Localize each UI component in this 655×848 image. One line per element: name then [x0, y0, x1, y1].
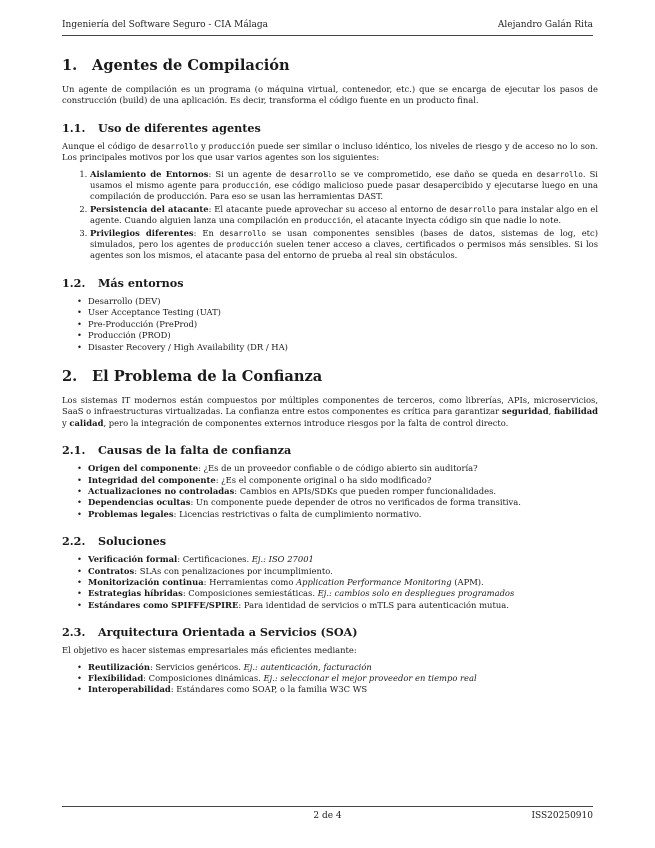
- code-term: producción: [226, 240, 274, 250]
- example-text: Ej.: cambios solo en despliegues programados: [317, 588, 515, 599]
- bullet-list: [62, 554, 598, 611]
- text-run: : Certificaciones.: [177, 554, 252, 565]
- item-label: Integridad del componente: [88, 474, 216, 485]
- subsection-number: 1.1.: [62, 120, 86, 135]
- subsection-heading: [62, 276, 598, 290]
- page-content: [62, 56, 598, 696]
- page-number: 2 de 4: [313, 811, 342, 821]
- list-item: • Disaster Recovery / High Availability (DR / HA): [88, 342, 598, 353]
- subsection-heading: [62, 121, 598, 135]
- item-label: Interoperabilidad: [88, 684, 171, 695]
- code-term: producción: [304, 216, 351, 226]
- code-term: producción: [208, 141, 255, 151]
- text-run: Aunque el código de: [62, 140, 152, 151]
- bullet-list: [62, 463, 598, 520]
- list-item: [90, 228, 598, 262]
- subsection-number: 2.1.: [62, 443, 86, 458]
- text-run: : Para identidad de servicios o mTLS para autenticación mutua.: [238, 599, 509, 610]
- paragraph: Un agente de compilación es un programa (o máquina virtual, contenedor, etc.) que se encarga de ejecutar los pasos de construcción (build) de una aplicación. Es decir, transforma el código fuente en un producto final.: [62, 84, 598, 106]
- item-label: Origen del componente: [88, 463, 199, 474]
- text-run: puede ser similar o incluso idéntico, los niveles de riesgo y de acceso no lo son. Los principales motivos por los que usar varios agentes son los siguientes:: [62, 140, 599, 163]
- list-item: [90, 204, 598, 227]
- example-text: Application Performance Monitoring: [296, 576, 452, 587]
- list-item: [88, 475, 598, 486]
- text-run: Los sistemas IT modernos están compuestos por múltiples componentes de terceros, como librerías, APIs, microservicios, SaaS o infraestructuras virtualizadas. La confianza entre estos componentes es crítica para garantizar: [62, 394, 598, 417]
- item-label: Problemas legales: [88, 508, 174, 519]
- list-item: [88, 463, 598, 474]
- text-run: para instalar algo en el agente. Cuando alguien lanza una compilación en: [90, 203, 599, 226]
- subsection-title: Causas de la falta de confianza: [98, 443, 292, 458]
- subsection-title: Más entornos: [98, 275, 184, 290]
- list-item: [88, 497, 598, 508]
- text-run: : Estándares como SOAP, o la familia W3C WS: [170, 684, 368, 695]
- text-run: : Composiciones dinámicas.: [143, 673, 264, 683]
- running-header: [62, 20, 593, 30]
- numbered-list: [62, 169, 598, 262]
- paragraph: El objetivo es hacer sistemas empresariales más eficientes mediante:: [62, 645, 357, 656]
- text-run: : Licencias restrictivas o falta de cumplimiento normativo.: [173, 508, 422, 519]
- list-item: [88, 600, 598, 611]
- list-item: • Pre-Producción (PreProd): [88, 319, 598, 330]
- text-run: : Composiciones semiestáticas.: [182, 588, 318, 599]
- code-term: desarrollo: [449, 204, 496, 214]
- subsection-heading: [62, 534, 598, 548]
- section-heading: [62, 367, 598, 387]
- code-term: desarrollo: [219, 228, 267, 238]
- text-run: : Herramientas como: [203, 576, 297, 587]
- item-label: Privilegios diferentes: [90, 227, 194, 238]
- item-label: Dependencias ocultas: [88, 497, 191, 508]
- paragraph: [62, 395, 598, 429]
- example-text: Ej.: ISO 27001: [251, 554, 314, 565]
- section-heading: [62, 56, 598, 76]
- list-item: • Producción (PROD): [88, 330, 598, 341]
- text-run: y: [62, 417, 70, 428]
- bold-term: calidad: [69, 417, 104, 428]
- item-label: Flexibilidad: [88, 673, 144, 683]
- text-run: suelen tener acceso a claves, certificados o permisos más sensibles. Si los agentes son los mismos, el atacante pasa del entorno de prueba al real sin obstáculos.: [90, 239, 598, 261]
- text-run: : En: [193, 227, 220, 238]
- list-item: [88, 684, 598, 695]
- text-run: , el atacante inyecta código sin que nadie lo note.: [350, 215, 562, 226]
- text-run: (APM).: [451, 576, 484, 587]
- subsection-title: Arquitectura Orientada a Servicios (SOA): [98, 625, 358, 640]
- subsection-number: 1.2.: [62, 275, 86, 290]
- text-run: : El atacante puede aprovechar su acceso al entorno de: [208, 203, 450, 214]
- item-label: Aislamiento de Entornos: [90, 168, 209, 179]
- text-run: y: [198, 140, 209, 151]
- list-item: [88, 509, 598, 520]
- header-left: Ingeniería del Software Seguro - CIA Málaga: [62, 20, 269, 30]
- item-label: Estándares como SPIFFE/SPIRE: [88, 599, 239, 610]
- text-run: : Servicios genéricos.: [149, 661, 244, 672]
- code-term: producción: [222, 181, 269, 191]
- list-item: [88, 673, 598, 684]
- subsection-number: 2.3.: [62, 625, 86, 640]
- code-term: desarrollo: [290, 169, 337, 179]
- text-run: , ese código malicioso puede pasar desapercibido y ejecutarse luego en una compilación de producción. Para eso se usan las herramientas DAST.: [90, 180, 598, 202]
- list-item: [88, 486, 598, 497]
- list-item: • Desarrollo (DEV): [88, 296, 598, 307]
- paragraph: [62, 141, 598, 164]
- subsection-title: Soluciones: [98, 534, 166, 549]
- example-text: Ej.: autenticación, facturación: [243, 661, 372, 672]
- section-number: 1.: [62, 57, 78, 74]
- section-title: Agentes de Compilación: [92, 57, 290, 74]
- list-item: [88, 662, 598, 673]
- text-run: . Si usamos el mismo agente para: [90, 168, 598, 191]
- bold-term: fiabilidad: [553, 406, 599, 417]
- text-run: ,: [548, 406, 554, 417]
- text-run: : ¿Es el componente original o ha sido modificado?: [215, 474, 432, 485]
- list-item: [88, 566, 598, 577]
- document-code: ISS20250910: [531, 811, 593, 821]
- subsection-title: Uso de diferentes agentes: [98, 120, 261, 135]
- code-term: desarrollo: [151, 141, 199, 151]
- list-item: • User Acceptance Testing (UAT): [88, 307, 598, 318]
- text-run: se ve comprometido, ese daño se queda en: [336, 168, 537, 179]
- subsection-number: 2.2.: [62, 534, 86, 549]
- code-term: desarrollo: [536, 169, 583, 179]
- item-label: Monitorización continua: [88, 576, 204, 587]
- text-run: : SLAs con penalizaciones por incumplimiento.: [134, 565, 333, 576]
- section-number: 2.: [62, 367, 78, 385]
- text-run: : Cambios en APIs/SDKs que pueden romper funcionalidades.: [234, 485, 497, 496]
- bullet-list: [62, 662, 598, 696]
- list-item: [88, 588, 598, 599]
- item-label: Verificación formal: [88, 554, 178, 565]
- subsection-heading: [62, 625, 598, 639]
- header-right: Alejandro Galán Rita: [497, 20, 593, 30]
- text-run: : Si un agente de: [208, 168, 291, 179]
- header-rule: [62, 35, 593, 36]
- text-run: : ¿Es de un proveedor confiable o de código abierto sin auditoría?: [198, 463, 478, 474]
- item-label: Actualizaciones no controladas: [88, 485, 235, 496]
- item-label: Persistencia del atacante: [90, 203, 209, 214]
- item-label: Estrategias híbridas: [88, 588, 183, 599]
- text-run: : Un componente puede depender de otros no verificados de forma transitiva.: [190, 497, 521, 508]
- list-item: [90, 169, 598, 203]
- bullet-list: [62, 296, 598, 353]
- footer-rule: [62, 806, 593, 807]
- subsection-heading: [62, 443, 598, 457]
- text-run: se usan componentes sensibles (bases de datos, sistemas de log, etc) simulados, pero los agentes de: [90, 227, 598, 250]
- bold-term: seguridad: [501, 406, 549, 417]
- item-label: Contratos: [88, 565, 135, 576]
- example-text: Ej.: seleccionar el mejor proveedor en tiempo real: [263, 673, 477, 683]
- list-item: [88, 554, 598, 565]
- list-item: [88, 577, 598, 588]
- text-run: , pero la integración de componentes externos introduce riesgos por la falta de control directo.: [103, 417, 509, 428]
- item-label: Reutilización: [88, 661, 150, 672]
- section-title: El Problema de la Confianza: [92, 367, 323, 385]
